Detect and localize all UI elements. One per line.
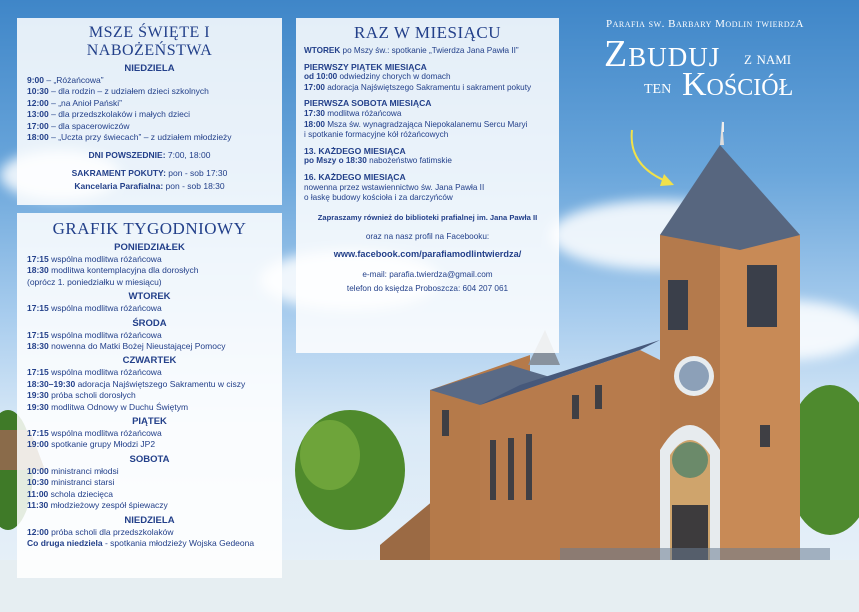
office-hours: Kancelaria Parafialna: pon - sob 18:30 [74,181,225,192]
parish-name: Parafia sw. Barbary Modlin twierdzA [606,18,804,30]
schedule-row: 11:30 młodzieżowy zespół śpiewaczy [27,500,168,511]
logo-word-ten: ten [644,76,672,98]
schedule-row: Co druga niedziela - spotkania młodzieży Wojska Gedeona [27,537,255,548]
day-heading: WTOREK [128,291,171,303]
schedule-row: 17:15 wspólna modlitwa różańcowa [27,428,162,439]
arrow-down-icon [628,126,678,192]
day-heading: PONIEDZIAŁEK [114,242,185,253]
weekday-masses: DNI POWSZEDNIE: 7:00, 18:00 [88,150,211,161]
day-heading: CZWARTEK [122,355,177,367]
sunday-mass-list [27,75,272,143]
monthly-event-row: i spotkanie formacyjne kół różańcowych [304,130,449,140]
weekly-schedule-title: GRAFIK TYGODNIOWY [52,219,247,238]
weekly-schedule-list [27,242,272,549]
logo-word-z-nami: z nami [744,48,792,68]
mass-time-row: 18:00 – „Uczta przy świecach” – z udziałem młodzieży [27,132,232,143]
schedule-row: 17:15 wspólna modlitwa różańcowa [27,329,162,340]
email-link[interactable]: parafia.twierdza@gmail.com [389,269,493,279]
mass-time-row: 12:00 – „na Anioł Pański” [27,97,122,108]
day-heading: PIĄTEK [132,416,167,428]
facebook-link[interactable]: www.facebook.com/parafiamodlintwierdza/ [333,248,522,259]
mass-time-row: 17:00 – dla spacerowiczów [27,120,130,131]
logo-word-kosciol: Kościół [682,66,794,103]
schedule-row: 11:00 schola dziecięca [27,488,114,499]
schedule-row: 17:15 wspólna modlitwa różańcowa [27,254,162,264]
monthly-event-row: o łaskę budowy kościoła i za darczyńców [304,193,453,203]
mass-time-row: 13:00 – dla przedszkolaków i małych dzieci [27,109,191,120]
monthly-section-heading: PIERWSZA SOBOTA MIESIĄCA [304,98,432,109]
masses-title: MSZE ŚWIĘTE I NABOŻEŃSTWA [86,24,213,59]
monthly-title: RAZ W MIESIĄCU [353,23,502,42]
schedule-row: 10:30 ministranci starsi [27,477,115,488]
facebook-intro: oraz na nasz profil na Facebooku: [365,232,490,242]
monthly-section-heading: 13. KAŻDEGO MIESIĄCA [304,145,406,156]
schedule-row: 19:30 próba scholi dorosłych [27,390,136,401]
mass-time-row: 10:30 – dla rodzin – z udziałem dzieci szkolnych [27,86,209,97]
monthly-event-row: po Mszy o 18:30 nabożeństwo fatimskie [304,156,452,166]
weekly-schedule-panel [17,213,282,578]
sunday-heading: NIEDZIELA [124,63,175,74]
confession-hours: SAKRAMENT POKUTY: pon - sob 17:30 [71,167,228,178]
schedule-row: 18:30 nowenna do Matki Bożej Nieustającej Pomocy [27,341,226,352]
monthly-event-row: 18:00 Msza św. wynagradzająca Niepokalanemu Sercu Maryi [304,119,528,129]
day-heading: NIEDZIELA [124,514,175,526]
schedule-row: 12:00 próba scholi dla przedszkolaków [27,526,174,537]
monthly-event-row: 17:30 modlitwa różańcowa [304,108,402,118]
library-invite: Zapraszamy również do biblioteki prafialnej im. Jana Pawła II [317,212,538,222]
monthly-section-heading: PIERWSZY PIĄTEK MIESIĄCA [304,61,427,72]
schedule-row: 19:00 spotkanie grupy Młodzi JP2 [27,439,156,450]
schedule-row: 17:15 wspólna modlitwa różańcowa [27,303,162,314]
monthly-event-row: nowenna przez wstawiennictwo św. Jana Pawła II [304,182,485,192]
logo-word-zbuduj: Zbuduj [604,33,721,75]
schedule-row: 17:15 wspólna modlitwa różańcowa [27,367,162,378]
masses-panel [17,18,282,205]
monthly-section-heading: 16. KAŻDEGO MIESIĄCA [304,171,406,182]
schedule-row: 19:30 modlitwa Odnowy w Duchu Świętym [27,401,189,412]
day-heading: SOBOTA [129,453,170,465]
monthly-panel [296,18,559,353]
schedule-row: 18:30–19:30 adoracja Najświętszego Sakramentu w ciszy [27,378,246,389]
monthly-events-list [304,62,551,204]
schedule-row: 10:00 ministranci młodsi [27,465,119,476]
monthly-event-row: 17:00 adoracja Najświętszego Sakramentu i sakrament pokuty [304,82,532,92]
tuesday-meeting: WTOREK po Mszy św.: spotkanie „Twierdza Jana Pawła II” [304,46,519,55]
email-contact: e-mail: parafia.twierdza@gmail.com [362,269,493,279]
day-heading: ŚRODA [132,317,167,329]
phone-contact: telefon do księdza Proboszcza: 604 207 061 [346,284,509,294]
schedule-row: (oprócz 1. poniedziałku w miesiącu) [27,276,162,287]
monthly-event-row: od 10:00 odwiedziny chorych w domach [304,72,451,82]
schedule-row: 18:30 modlitwa kontemplacyjna dla dorosłych [27,265,199,276]
mass-time-row: 9:00 – „Różańcowa” [27,75,104,85]
